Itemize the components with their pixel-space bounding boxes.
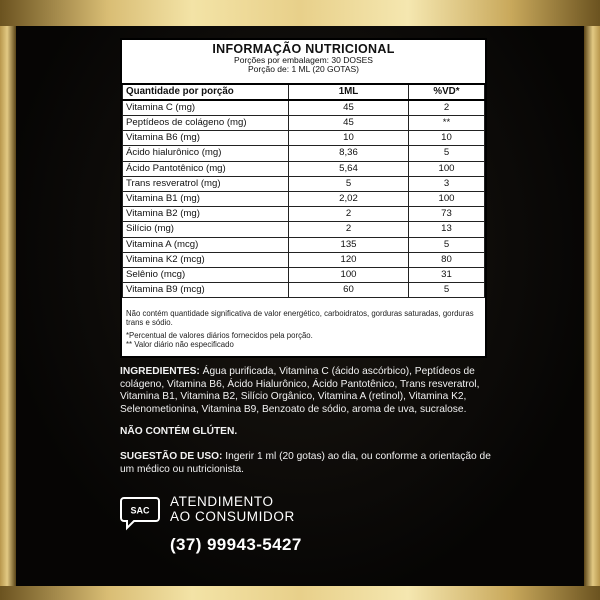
- nutrient-dv: 13: [409, 222, 485, 237]
- table-row: [123, 267, 485, 282]
- chat-bubble-icon: [120, 496, 160, 532]
- nutrient-dv: 3: [409, 176, 485, 191]
- nutrient-amount: 2: [289, 207, 409, 222]
- nutrient-amount: 45: [289, 116, 409, 131]
- nutrient-dv: 31: [409, 267, 485, 282]
- nutrient-dv: 5: [409, 237, 485, 252]
- column-header-dv: %VD*: [409, 84, 485, 100]
- ingredients-text: Água purificada, Vitamina C (ácido ascórbico), Peptídeos de colágeno, Vitamina B6, Ácido Hialurônico, Ácido Pantotênico, Trans resveratrol, Vitamina B1, Vitamina B2, Silício Orgânico, Vitamina A (retinol), Vitamina K2, Selenometionina, Vitamina B9, Benzoato de sódio, aroma de uva, sucralose.: [120, 366, 480, 415]
- table-row: [123, 283, 485, 298]
- nutrient-amount: 120: [289, 252, 409, 267]
- sac-icon-label: SAC: [130, 505, 150, 516]
- nutrient-amount: 45: [289, 100, 409, 116]
- note-percent: *Percentual de valores diários fornecidos pela porção.: [126, 330, 313, 340]
- nutrient-amount: 5,64: [289, 161, 409, 176]
- nutrient-dv: 100: [409, 191, 485, 206]
- gold-border-right: [584, 26, 600, 586]
- nutrient-amount: 135: [289, 237, 409, 252]
- nutrient-name: Vitamina A (mcg): [123, 237, 289, 252]
- table-row: [123, 100, 485, 116]
- nutrient-dv: **: [409, 116, 485, 131]
- nutrient-name: Vitamina B1 (mg): [123, 191, 289, 206]
- nutrient-name: Ácido Pantotênico (mg): [123, 161, 289, 176]
- nutrient-dv: 80: [409, 252, 485, 267]
- nutrient-name: Trans resveratrol (mg): [123, 176, 289, 191]
- column-header-amount: 1ML: [289, 84, 409, 100]
- nutrition-table: [122, 83, 485, 298]
- gold-border-top: [0, 0, 600, 26]
- table-header-row: [123, 84, 485, 100]
- nutrient-name: Vitamina B9 (mcg): [123, 283, 289, 298]
- servings-per-pack: Porções por embalagem: 30 DOSES: [234, 55, 373, 65]
- note-unspecified: ** Valor diário não especificado: [126, 340, 234, 350]
- table-row: [123, 252, 485, 267]
- gold-border-left: [0, 26, 16, 586]
- nutrient-dv: 100: [409, 161, 485, 176]
- table-row: [123, 131, 485, 146]
- nutrition-facts-label: [120, 38, 487, 358]
- sac-phone[interactable]: (37) 99943-5427: [170, 535, 302, 554]
- label-footnotes: [126, 309, 482, 353]
- usage-text: Ingerir 1 ml (20 gotas) ao dia, ou conforme a orientação de um médico ou nutricionista.: [120, 451, 491, 475]
- label-title: INFORMAÇÃO NUTRICIONAL: [212, 42, 395, 56]
- nutrient-name: Selênio (mcg): [123, 267, 289, 282]
- column-header-quantity: Quantidade por porção: [123, 84, 289, 100]
- nutrient-name: Vitamina C (mg): [123, 100, 289, 116]
- nutrient-dv: 73: [409, 207, 485, 222]
- sac-line-2: AO CONSUMIDOR: [170, 509, 295, 524]
- nutrient-dv: 2: [409, 100, 485, 116]
- nutrient-amount: 2: [289, 222, 409, 237]
- usage-section: [120, 451, 505, 476]
- customer-service: [170, 494, 302, 555]
- table-row: [123, 116, 485, 131]
- gluten-free-notice: NÃO CONTÉM GLÚTEN.: [120, 426, 238, 437]
- table-row: [123, 191, 485, 206]
- nutrient-name: Vitamina K2 (mcg): [123, 252, 289, 267]
- sac-line-1: ATENDIMENTO: [170, 494, 274, 509]
- nutrient-amount: 5: [289, 176, 409, 191]
- ingredients-heading: INGREDIENTES:: [120, 366, 200, 377]
- nutrient-amount: 60: [289, 283, 409, 298]
- table-row: [123, 207, 485, 222]
- nutrient-amount: 2,02: [289, 191, 409, 206]
- nutrient-name: Silício (mg): [123, 222, 289, 237]
- nutrient-name: Peptídeos de colágeno (mg): [123, 116, 289, 131]
- usage-heading: SUGESTÃO DE USO:: [120, 451, 223, 462]
- note-insignificant: Não contém quantidade significativa de valor energético, carboidratos, gorduras saturadas, gorduras trans e sódio.: [126, 309, 474, 328]
- nutrient-dv: 5: [409, 146, 485, 161]
- nutrient-name: Ácido hialurônico (mg): [123, 146, 289, 161]
- ingredients-section: [120, 366, 505, 416]
- table-row: [123, 237, 485, 252]
- table-row: [123, 176, 485, 191]
- nutrient-amount: 10: [289, 131, 409, 146]
- nutrient-amount: 100: [289, 267, 409, 282]
- table-row: [123, 222, 485, 237]
- nutrient-amount: 8,36: [289, 146, 409, 161]
- table-row: [123, 146, 485, 161]
- nutrient-dv: 5: [409, 283, 485, 298]
- nutrient-name: Vitamina B2 (mg): [123, 207, 289, 222]
- gold-border-bottom: [0, 586, 600, 600]
- table-row: [123, 161, 485, 176]
- nutrient-name: Vitamina B6 (mg): [123, 131, 289, 146]
- nutrient-dv: 10: [409, 131, 485, 146]
- serving-size: Porção de: 1 ML (20 GOTAS): [247, 64, 359, 74]
